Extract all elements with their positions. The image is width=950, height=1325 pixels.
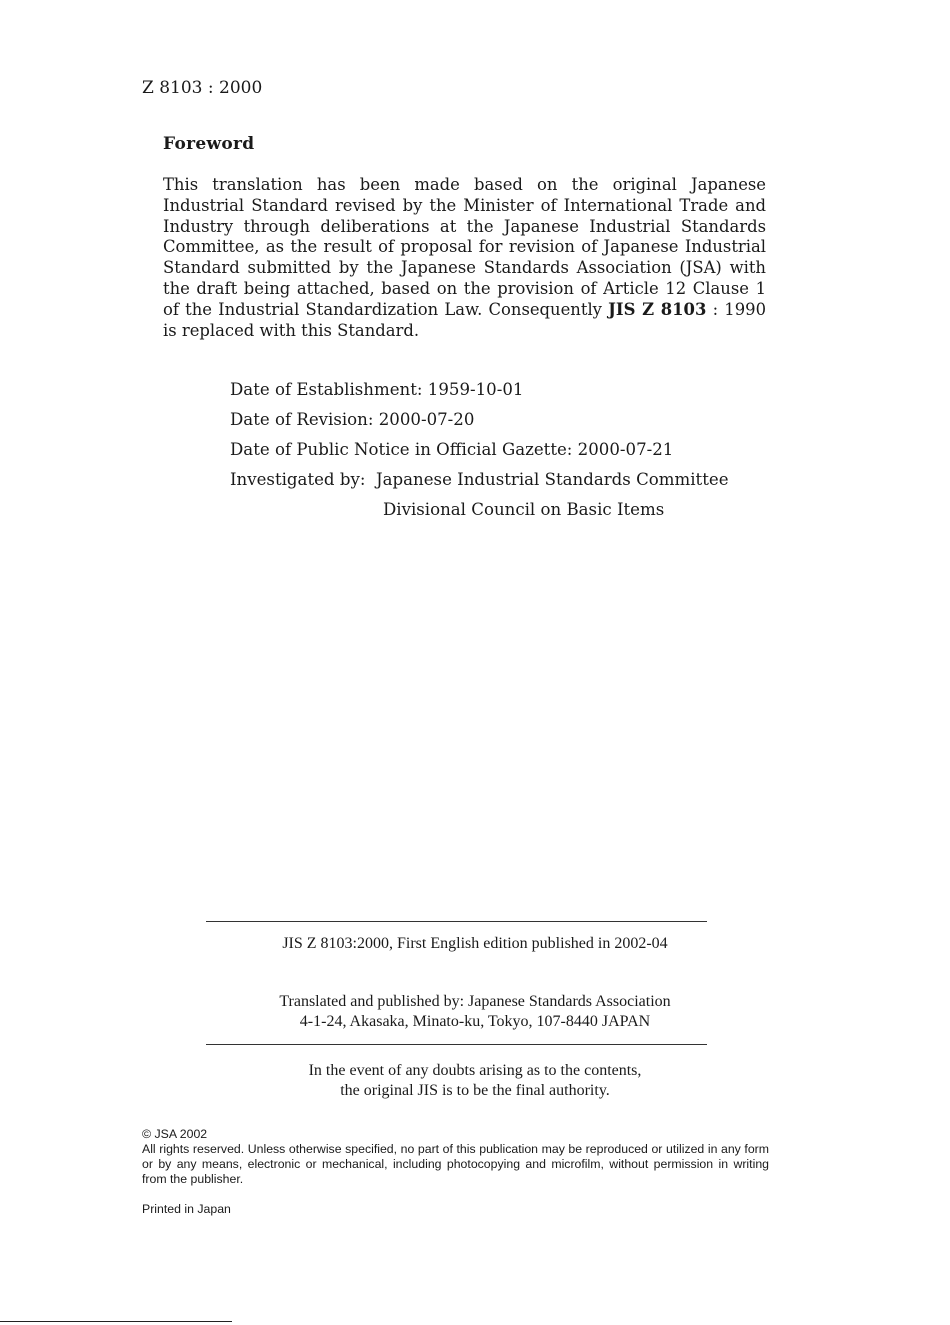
foreword-text-a: This translation has been made based on the original Japanese Industrial Standard revised by the Minister of International Trade and Industry through deliberations at the Japanese Industrial Standards Committee, as the result of proposal for revision of Japanese Industrial Standard submitted by the Japanese Standards Association (JSA) with the draft being attached, based on the provision of Article 12 Clause 1 of the Industrial Standardization Law. Consequently — [163, 175, 766, 319]
investigated-label: Investigated by: — [230, 470, 366, 489]
foreword-heading: Foreword — [163, 134, 255, 154]
copyright-notice: © JSA 2002 — [142, 1127, 208, 1141]
date-revision: Date of Revision: 2000-07-20 — [230, 410, 475, 429]
rights-reserved-text: All rights reserved. Unless otherwise specified, no part of this publication may be reproduced or utilized in any form or by any means, electronic or mechanical, including photocopying and microfilm, without permission in writing from the publisher. — [142, 1142, 769, 1186]
dates-block — [230, 379, 729, 529]
investigated-by-council: Divisional Council on Basic Items — [383, 500, 665, 519]
foreword-paragraph — [163, 175, 766, 341]
foreword-standard-ref: JIS Z 8103 — [608, 299, 707, 319]
investigated-by-row — [230, 469, 729, 499]
printed-in: Printed in Japan — [142, 1202, 231, 1216]
edition-line: JIS Z 8103:2000, First English edition published in 2002-04 — [282, 935, 668, 952]
document-id: Z 8103 : 2000 — [142, 78, 263, 98]
authority-line-2: the original JIS is to be the final authority. — [340, 1082, 610, 1099]
divider-top — [206, 921, 707, 922]
publisher-address: 4-1-24, Akasaka, Minato-ku, Tokyo, 107-8440 JAPAN — [299, 1013, 651, 1030]
foreword-text-b: : 1990 is replaced with this Standard. — [163, 299, 767, 340]
authority-line-1: In the event of any doubts arising as to the contents, — [308, 1062, 642, 1079]
investigated-by-committee: Japanese Industrial Standards Committee — [375, 470, 729, 489]
translated-by-line: Translated and published by: Japanese Standards Association — [279, 993, 671, 1010]
date-public-notice: Date of Public Notice in Official Gazette: 2000-07-21 — [230, 440, 674, 459]
page-edge-mark — [0, 1321, 232, 1322]
divider-bottom — [206, 1044, 707, 1045]
date-establishment: Date of Establishment: 1959-10-01 — [230, 380, 524, 399]
